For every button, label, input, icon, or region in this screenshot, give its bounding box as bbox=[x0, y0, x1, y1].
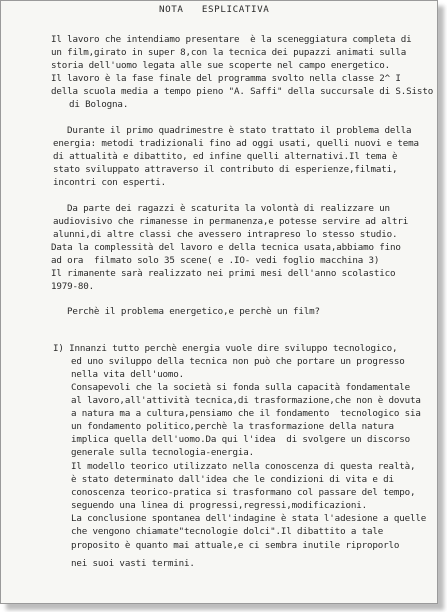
text-line: è stato determinato dall'idea che le condizioni di vita e di bbox=[71, 474, 394, 485]
text-line: incontri con esperti. bbox=[53, 177, 167, 188]
text-line: Perchè il problema energetico,e perchè un film? bbox=[67, 306, 320, 317]
text-line: energia: metodi tradizionali fino ad oggi usati, quelli nuovi e tema bbox=[53, 138, 419, 149]
text-line: un fondamento politico,perchè la trasformazione della natura bbox=[71, 421, 394, 432]
text-line: Da parte dei ragazzi è scaturita la volontà di realizzare un bbox=[67, 203, 390, 214]
text-line: nella vita dell'uomo. bbox=[71, 369, 185, 380]
text-line: storia dell'uomo legata alle sue scoperte nel campo energetico. bbox=[51, 60, 391, 71]
text-line: alunni,di altre classi che avessero intrapreso lo stesso studio. bbox=[53, 229, 398, 240]
text-line: stato sviluppato attraverso il contributo di esperienze,filmati, bbox=[53, 164, 398, 175]
text-line: ed uno sviluppo della tecnica non può che portare un progresso bbox=[71, 356, 405, 367]
text-line: al lavoro,all'attività tecnica,di trasformazione,che non è dovuta bbox=[71, 395, 421, 406]
text-line: Il lavoro è la fase finale del programma svolto nella classe 2^ I bbox=[51, 73, 401, 84]
text-line: Durante il primo quadrimestre è stato trattato il problema della bbox=[67, 125, 412, 136]
document-title: NOTA ESPLICATIVA bbox=[159, 4, 270, 15]
text-line: generale sulla tecnologia-energia. bbox=[71, 447, 254, 458]
text-line: 1979-80. bbox=[51, 281, 95, 292]
text-line: a natura ma a cultura,pensiamo che il fondamento tecnologico sia bbox=[71, 408, 421, 419]
text-line: implica quella dell'uomo.Da qui l'idea di svolgere un discorso bbox=[71, 434, 411, 445]
text-line: La conclusione spontanea dell'indagine è stata l'adesione a quelle bbox=[71, 513, 427, 524]
text-line: della scuola media a tempo pieno "A. Saffi" della succursale di S.Sisto bbox=[51, 86, 434, 97]
text-line: Data la complessità del lavoro e della tecnica usata,abbiamo fino bbox=[51, 242, 401, 253]
text-line: conoscenza teorico-pratica si trasformano col passare del tempo, bbox=[71, 487, 416, 498]
text-line: Il lavoro che intendiamo presentare è la sceneggiatura completa di bbox=[51, 34, 412, 45]
text-line: seguendo una linea di progressi,regressi,modificazioni. bbox=[71, 500, 367, 511]
text-line: che vengono chiamate"tecnologie dolci".Il dibattito a tale bbox=[71, 526, 384, 537]
text-line: nei suoi vasti termini. bbox=[71, 558, 195, 569]
text-line: proposito è quanto mai attuale,e ci sembra inutile riproporlo bbox=[71, 540, 400, 551]
text-line: Il modello teorico utilizzato nella conoscenza di questa realtà, bbox=[71, 461, 416, 472]
text-line: Consapevoli che la società si fonda sulla capacità fondamentale bbox=[71, 382, 411, 393]
text-line: di Bologna. bbox=[69, 99, 129, 110]
text-line: audiovisivo che rimanesse in permanenza,e potesse servire ad altri bbox=[53, 216, 409, 227]
text-line: ad ora filmato solo 35 scene( e .IO- vedi foglio macchina 3) bbox=[51, 255, 380, 266]
text-line: di attualità e dibattito, ed infine quelli alternativi.Il tema è bbox=[53, 151, 398, 162]
text-line: un film,girato in super 8,con la tecnica dei pupazzi animati sulla bbox=[51, 47, 407, 58]
text-line: Il rimanente sarà realizzato nei primi mesi dell'anno scolastico bbox=[51, 268, 396, 279]
text-line: I) Innanzi tutto perchè energia vuole dire sviluppo tecnologico, bbox=[53, 343, 398, 354]
